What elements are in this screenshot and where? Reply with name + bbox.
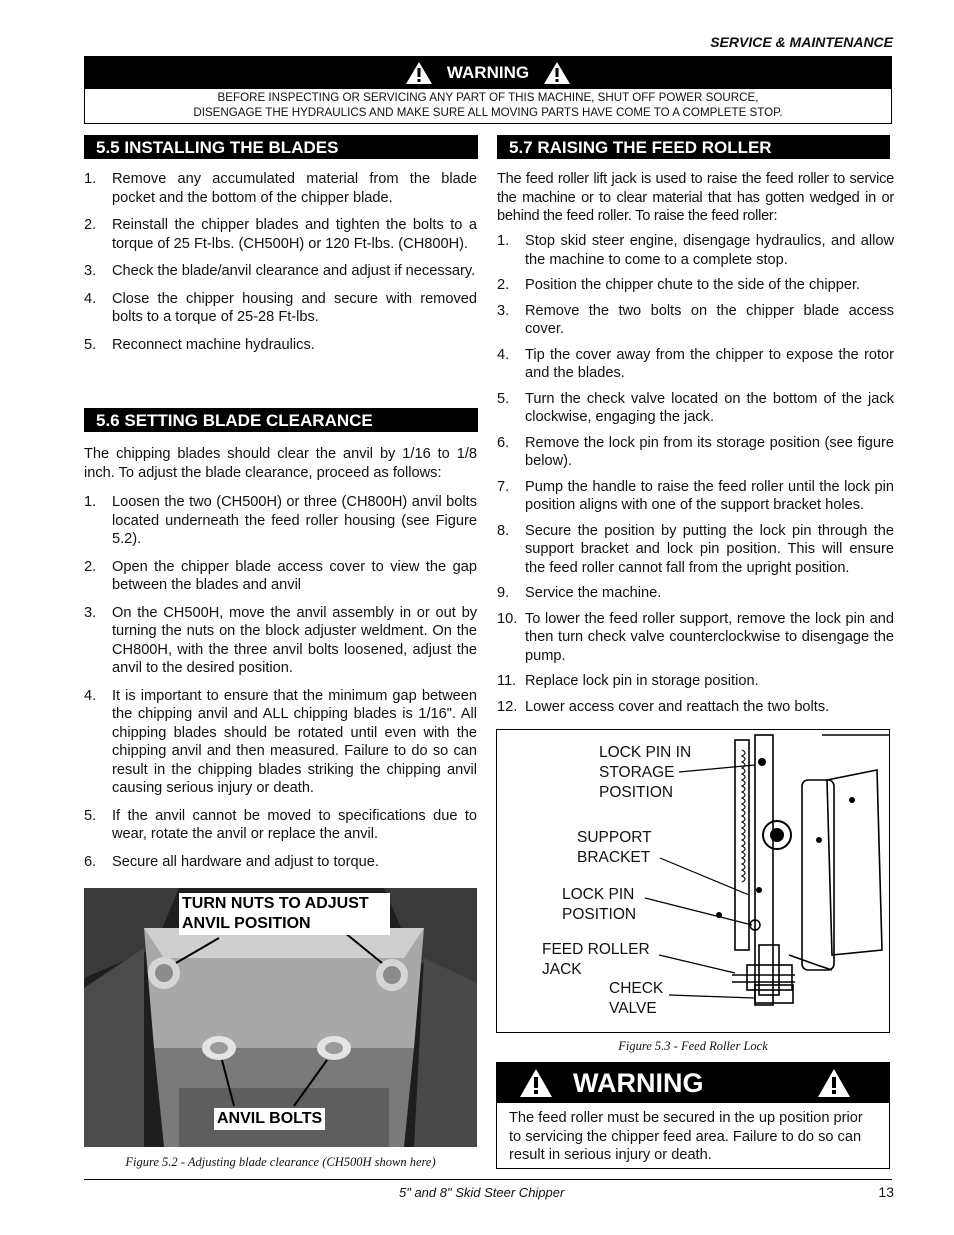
bottom-warning-title: WARNING bbox=[573, 1067, 704, 1098]
warning-triangle-icon bbox=[405, 61, 433, 85]
list-item-text: Remove the two bolts on the chipper blade access cover. bbox=[525, 302, 894, 337]
figure-5-3-caption: Figure 5.3 - Feed Roller Lock bbox=[618, 1039, 768, 1053]
list-item bbox=[84, 290, 477, 327]
list-item bbox=[84, 807, 477, 844]
section-5-5-list bbox=[84, 170, 477, 363]
list-item bbox=[497, 346, 894, 383]
list-item-number: 10. bbox=[497, 610, 518, 627]
section-5-6-list bbox=[84, 493, 477, 880]
list-item-number: 12. bbox=[497, 698, 518, 715]
list-item-text: Position the chipper chute to the side of the chipper. bbox=[525, 277, 861, 293]
list-item-text: Reinstall the chipper blades and tighten the bolts to a torque of 25 Ft-lbs. (CH500H) or 120 Ft-lbs. (CH800H). bbox=[112, 217, 477, 252]
label-lock-pin-position: LOCK PIN POSITION bbox=[562, 886, 637, 923]
list-item-text: Reconnect machine hydraulics. bbox=[112, 336, 315, 353]
feed-roller-jack-drawing bbox=[497, 730, 889, 1032]
anvil-bolts-label: ANVIL BOLTS bbox=[214, 1108, 325, 1130]
warning-triangle-icon bbox=[543, 61, 571, 85]
section-5-7-list bbox=[497, 232, 894, 723]
list-item-number: 1. bbox=[84, 494, 97, 510]
list-item-number: 3. bbox=[497, 302, 510, 319]
list-item-text: Loosen the two (CH500H) or three (CH800H) anvil bolts located underneath the feed roller housing (see Figure 5.2). bbox=[112, 494, 477, 547]
list-item bbox=[84, 604, 477, 678]
list-item-text: Pump the handle to raise the feed roller until the lock pin position aligns with one of the support bracket holes. bbox=[525, 478, 894, 513]
warning-triangle-icon bbox=[817, 1068, 851, 1098]
list-item-number: 4. bbox=[84, 687, 97, 704]
list-item bbox=[497, 672, 894, 691]
list-item-number: 4. bbox=[84, 290, 97, 307]
list-item-text: It is important to ensure that the minimum gap between the chipping anvil and ALL chipping blades is 1/16". All chipping blades should be rotated until even with the chipping anvil and then measured. Failure to do so can result in the chipping blades striking the chipping anvil causing serious injury or death. bbox=[112, 687, 477, 796]
list-item-number: 9. bbox=[497, 585, 510, 601]
footer-title: 5" and 8" Skid Steer Chipper bbox=[399, 1185, 565, 1200]
bottom-warning-text: The feed roller must be secured in the up position prior to servicing the chipper feed area. Failure to do so can result in serious injury or death. bbox=[509, 1110, 863, 1163]
section-5-5-heading: 5.5 INSTALLING THE BLADES bbox=[84, 135, 478, 159]
list-item-text: Check the blade/anvil clearance and adjust if necessary. bbox=[112, 263, 476, 279]
list-item-number: 6. bbox=[84, 853, 97, 870]
figure-5-2-caption: Figure 5.2 - Adjusting blade clearance (CH500H shown here) bbox=[125, 1155, 436, 1169]
list-item-text: Close the chipper housing and secure with removed bolts to a torque of 25-28 Ft-lbs. bbox=[112, 290, 477, 325]
top-warning-text bbox=[85, 89, 891, 120]
list-item-text: Lower access cover and reattach the two bolts. bbox=[525, 698, 830, 715]
warning-triangle-icon bbox=[519, 1068, 553, 1098]
list-item-text: On the CH500H, move the anvil assembly in or out by turning the nuts on the block adjuster weldment. On the CH800H, with the three anvil bolts loosened, adjust the anvil to the desired position. bbox=[112, 604, 477, 676]
list-item-number: 11. bbox=[497, 673, 517, 689]
list-item-text: Replace lock pin in storage position. bbox=[525, 673, 759, 689]
list-item-text: Stop skid steer engine, disengage hydraulics, and allow the machine to come to a complete stop. bbox=[525, 233, 894, 268]
list-item bbox=[497, 698, 894, 717]
list-item-text: Open the chipper blade access cover to view the gap between the blades and anvil bbox=[112, 558, 477, 593]
list-item-number: 3. bbox=[84, 263, 97, 279]
list-item-number: 5. bbox=[84, 807, 97, 824]
list-item-text: Secure the position by putting the lock pin through the support bracket and lock pin position. This will ensure the feed roller cannot fall from the upright position. bbox=[525, 522, 894, 576]
list-item bbox=[84, 687, 477, 798]
section-5-7-intro: The feed roller lift jack is used to raise the feed roller to service the machine or to clear material that has gotten wedged in or behind the feed roller. To raise the feed roller: bbox=[497, 171, 894, 224]
list-item bbox=[84, 216, 477, 253]
page-number: 13 bbox=[878, 1184, 894, 1200]
list-item-number: 5. bbox=[84, 336, 97, 353]
section-header: SERVICE & MAINTENANCE bbox=[710, 34, 893, 50]
list-item bbox=[497, 276, 894, 295]
top-warning-title: WARNING bbox=[446, 63, 530, 82]
list-item-number: 2. bbox=[497, 277, 510, 293]
section-5-6-intro: The chipping blades should clear the anvil by 1/16 to 1/8 inch. To adjust the blade clearance, proceed as follows: bbox=[84, 446, 477, 481]
list-item-text: Remove any accumulated material from the blade pocket and the bottom of the chipper blade. bbox=[112, 171, 477, 206]
footer-rule bbox=[84, 1179, 892, 1180]
list-item-number: 1. bbox=[497, 233, 510, 249]
top-warning-box bbox=[84, 56, 892, 124]
list-item-number: 3. bbox=[84, 604, 97, 621]
list-item-text: Remove the lock pin from its storage position (see figure below). bbox=[525, 434, 894, 469]
figure-5-3-diagram bbox=[496, 729, 890, 1033]
list-item-number: 7. bbox=[497, 478, 510, 495]
turn-nuts-label: TURN NUTS TO ADJUST ANVIL POSITION bbox=[179, 893, 390, 935]
label-feed-roller-jack: FEED ROLLER JACK bbox=[542, 941, 650, 978]
list-item bbox=[497, 232, 894, 269]
bottom-warning-bar bbox=[497, 1063, 889, 1103]
section-5-6-heading: 5.6 SETTING BLADE CLEARANCE bbox=[84, 408, 478, 432]
top-warning-line2: DISENGAGE THE HYDRAULICS AND MAKE SURE ALL MOVING PARTS HAVE COME TO A COMPLETE STOP. bbox=[193, 105, 783, 119]
list-item-number: 6. bbox=[497, 434, 510, 451]
label-lock-pin-storage: LOCK PIN IN STORAGE POSITION bbox=[599, 744, 692, 801]
list-item bbox=[84, 493, 477, 549]
label-support-bracket: SUPPORT BRACKET bbox=[577, 829, 652, 866]
list-item-number: 5. bbox=[497, 390, 510, 407]
list-item-number: 2. bbox=[84, 558, 97, 575]
list-item-number: 4. bbox=[497, 346, 510, 363]
list-item-text: To lower the feed roller support, remove the lock pin and then turn check valve counterclockwise to disengage the pump. bbox=[525, 610, 894, 664]
list-item-text: Tip the cover away from the chipper to expose the rotor and the blades. bbox=[525, 346, 894, 381]
bottom-warning-box bbox=[496, 1062, 890, 1169]
list-item bbox=[84, 853, 477, 872]
list-item-number: 8. bbox=[497, 522, 510, 539]
list-item-number: 1. bbox=[84, 171, 97, 187]
label-check-valve: CHECK VALVE bbox=[609, 980, 664, 1017]
list-item bbox=[84, 558, 477, 595]
list-item bbox=[84, 336, 477, 355]
list-item-text: If the anvil cannot be moved to specifications due to wear, rotate the anvil or replace the anvil. bbox=[112, 807, 477, 842]
section-5-7-heading: 5.7 RAISING THE FEED ROLLER bbox=[497, 135, 890, 159]
figure-5-2-photo bbox=[84, 888, 477, 1147]
list-item bbox=[84, 170, 477, 207]
list-item bbox=[84, 262, 477, 281]
list-item-number: 2. bbox=[84, 217, 97, 233]
list-item bbox=[497, 302, 894, 339]
list-item bbox=[497, 584, 894, 603]
top-warning-bar bbox=[85, 57, 891, 89]
list-item-text: Turn the check valve located on the bottom of the jack clockwise, engaging the jack. bbox=[525, 390, 894, 425]
list-item bbox=[497, 390, 894, 427]
top-warning-line1: BEFORE INSPECTING OR SERVICING ANY PART OF THIS MACHINE, SHUT OFF POWER SOURCE, bbox=[217, 91, 759, 104]
list-item bbox=[497, 610, 894, 666]
list-item-text: Secure all hardware and adjust to torque. bbox=[112, 853, 379, 870]
list-item bbox=[497, 434, 894, 471]
list-item bbox=[497, 478, 894, 515]
list-item bbox=[497, 522, 894, 578]
list-item-text: Service the machine. bbox=[525, 585, 662, 601]
